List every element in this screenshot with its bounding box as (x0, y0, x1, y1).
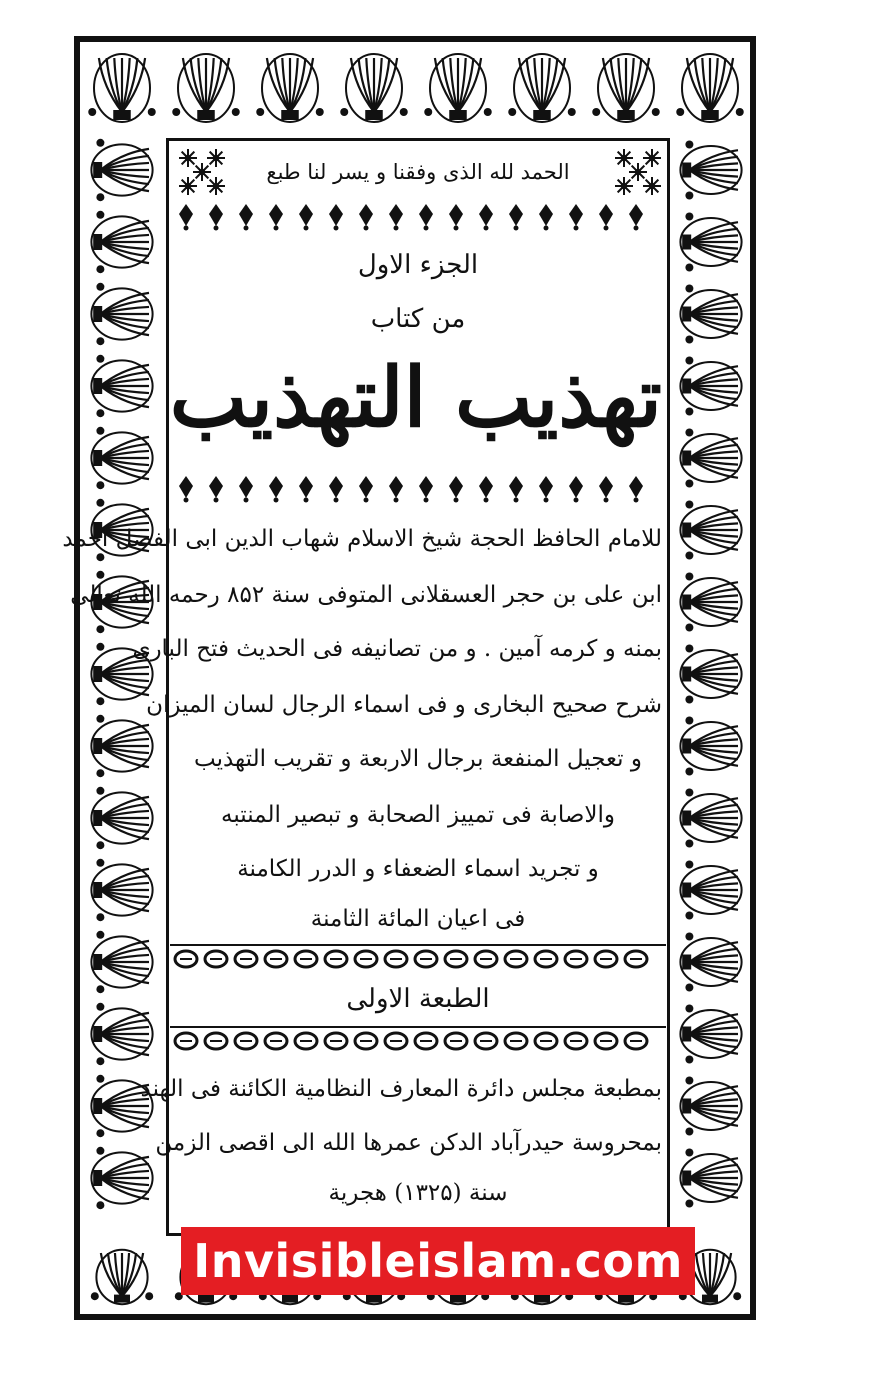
separator-fleurons-2 (170, 470, 666, 504)
author-line-2: ابن علی بن حجر العسقلانی المتوفی سنة ۸۵۲ رحمه الله تعالی (70, 582, 662, 608)
separator-chain-2 (170, 1024, 666, 1058)
publisher-line-3: سنة (۱۳۲۵) هجریة (328, 1180, 508, 1206)
author-line-4: شرح صحیح البخاری و فی اسماء الرجال لسان المیزان (146, 692, 662, 718)
watermark-banner (181, 1227, 695, 1295)
volume-label: الجزء الاول (357, 250, 479, 280)
author-line-1: للامام الحافظ الحجة شیخ الاسلام شهاب الدین ابی الفضل احمد (62, 526, 662, 552)
author-line-5: و تعجیل المنفعة برجال الاربعة و تقریب التهذیب (194, 746, 642, 772)
book-title: تهذیب التهذیب (169, 350, 662, 446)
author-line-7: و تجرید اسماء الضعفاء و الدرر الکامنة (237, 856, 599, 882)
inner-frame (62, 138, 670, 1236)
separator-fleurons-1 (170, 198, 666, 232)
publisher-line-1: بمطبعة مجلس دائرة المعارف النظامیة الکائنة فی الهند (140, 1076, 662, 1102)
separator-chain-1 (170, 942, 666, 976)
edition-label: الطبعة الاولی (346, 984, 490, 1014)
watermark-text: Invisibleislam.com (193, 1234, 683, 1288)
author-line-6: والاصابة فی تمییز الصحابة و تبصیر المنتبه (221, 802, 615, 828)
doxology-line: الحمد لله الذی وفقنا و یسر لنا طبع (266, 160, 570, 184)
from-book-label: من کتاب (370, 304, 466, 334)
publisher-line-2: بمحروسة حیدرآباد الدکن عمرها الله الی اقصی الزمن (155, 1130, 662, 1156)
author-line-3: بمنه و کرمه آمین . و من تصانیفه فی الحدیث فتح الباری (132, 636, 662, 662)
author-line-8: فی اعیان المائة الثامنة (310, 906, 526, 932)
